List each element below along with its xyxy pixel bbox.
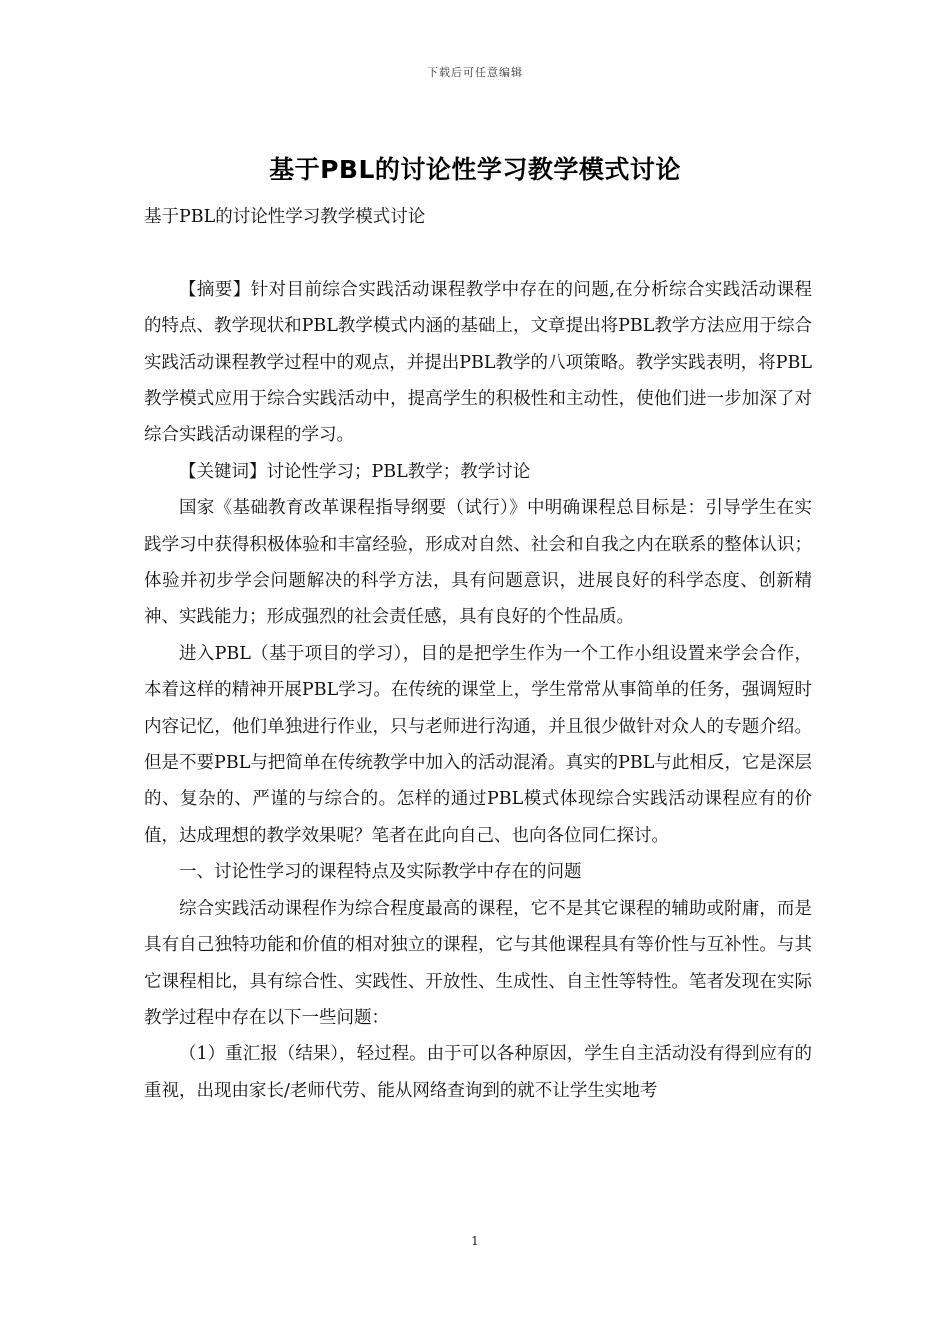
body-paragraph: 综合实践活动课程作为综合程度最高的课程，它不是其它课程的辅助或附庸，而是具有自己独特功能和价值的相对独立的课程，它与其他课程具有等价性与互补性。与其它课程相比，具有综合性、实践性、开放性、生成性、自主性等特性。笔者发现在实际教学过程中存在以下一些问题： — [144, 898, 812, 1028]
body-paragraph: （1）重汇报（结果），轻过程。由于可以各种原因，学生自主活动没有得到应有的重视，出现由家长/老师代劳、能从网络查询到的就不让学生实地考 — [144, 1044, 812, 1101]
document-body — [144, 199, 812, 1109]
document-subtitle: 基于PBL的讨论性学习教学模式讨论 — [144, 207, 426, 227]
page-number: 1 — [471, 1234, 479, 1248]
section-heading: 一、讨论性学习的课程特点及实际教学中存在的问题 — [179, 862, 582, 883]
keywords-paragraph: 【关键词】讨论性学习；PBL教学；教学讨论 — [179, 461, 531, 482]
page-header: 下载后可任意编辑 — [427, 66, 523, 79]
document-title: 基于PBL的讨论性学习教学模式讨论 — [269, 155, 681, 184]
body-paragraph: 国家《基础教育改革课程指导纲要（试行）》中明确课程总目标是：引导学生在实践学习中获得积极体验和丰富经验，形成对自然、社会和自我之内在联系的整体认识；体验并初步学会问题解决的科学方法，具有问题意识，进展良好的科学态度、创新精神、实践能力；形成强烈的社会责任感，具有良好的个性品质。 — [144, 498, 812, 628]
body-paragraph: 进入PBL（基于项目的学习），目的是把学生作为一个工作小组设置来学会合作，本着这样的精神开展PBL学习。在传统的课堂上，学生常常从事简单的任务，强调短时内容记忆，他们单独进行作业，只与老师进行沟通，并且很少做针对众人的专题介绍。但是不要PBL与把简单在传统教学中加入的活动混淆。真实的PBL与此相反，它是深层的、复杂的、严谨的与综合的。怎样的通过PBL模式体现综合实践活动课程应有的价值，达成理想的教学效果呢？笔者在此向自己、也向各位同仁探讨。 — [144, 643, 812, 846]
abstract-paragraph: 【摘要】针对目前综合实践活动课程教学中存在的问题,在分析综合实践活动课程的特点、教学现状和PBL教学模式内涵的基础上，文章提出将PBL教学方法应用于综合实践活动课程教学过程中的观点，并提出PBL教学的八项策略。教学实践表明，将PBL教学模式应用于综合实践活动中，提高学生的积极性和主动性，使他们进一步加深了对综合实践活动课程的学习。 — [144, 279, 812, 446]
